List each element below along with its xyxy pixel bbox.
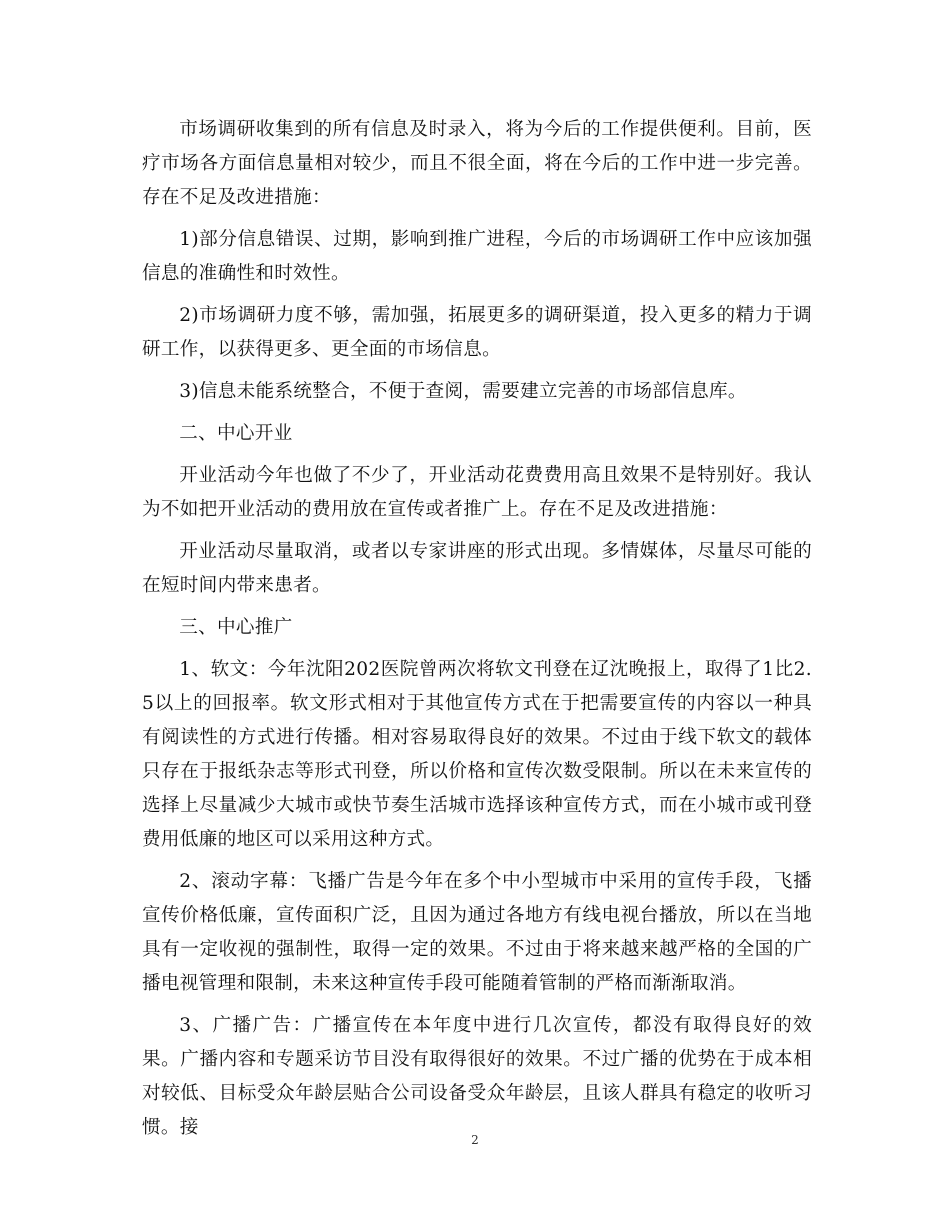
- paragraph-opening-activities: 开业活动今年也做了不少了，开业活动花费费用高且效果不是特别好。我认为不如把开业活动的费用放在宣传或者推广上。存在不足及改进措施：: [142, 465, 812, 520]
- section-heading-opening: 二、中心开业: [179, 423, 293, 444]
- paragraph-market-research-intro: 市场调研收集到的所有信息及时录入，将为今后的工作提供便利。目前，医疗市场各方面信息量相对较少，而且不很全面，将在今后的工作中进一步完善。存在不足及改进措施：: [142, 119, 812, 208]
- paragraph-soft-articles: 1、软文：今年沈阳202医院曾两次将软文刊登在辽沈晚报上，取得了1比2.5以上的回报率。软文形式相对于其他宣传方式在于把需要宣传的内容以一种具有阅读性的方式进行传播。相对容易取得良好的效果。不过由于线下软文的载体只存在于报纸杂志等形式刊登，所以价格和宣传次数受限制。所以在未来宣传的选择上尽量减少大城市或快节奏生活城市选择该种宣传方式，而在小城市或刊登费用低廉的地区可以采用这种方式。: [142, 659, 812, 850]
- paragraph-improvement-3: 3)信息未能系统整合，不便于查阅，需要建立完善的市场部信息库。: [179, 381, 747, 402]
- paragraph-improvement-2: 2)市场调研力度不够，需加强，拓展更多的调研渠道，投入更多的精力于调研工作，以获得更多、更全面的市场信息。: [142, 305, 812, 360]
- paragraph-opening-improvement: 开业活动尽量取消，或者以专家讲座的形式出现。多情媒体，尽量尽可能的在短时间内带来患者。: [142, 541, 812, 596]
- paragraph-improvement-1: 1)部分信息错误、过期，影响到推广进程，今后的市场调研工作中应该加强信息的准确性和时效性。: [142, 229, 812, 284]
- document-body: [142, 113, 812, 1153]
- section-heading-promotion: 三、中心推广: [179, 617, 293, 638]
- paragraph-radio-ads: 3、广播广告：广播宣传在本年度中进行几次宣传，都没有取得良好的效果。广播内容和专题采访节目没有取得很好的效果。不过广播的优势在于成本相对较低、目标受众年龄层贴合公司设备受众年龄层，且该人群具有稳定的收听习惯。接: [142, 1015, 812, 1138]
- page-number: 2: [471, 1133, 479, 1147]
- paragraph-scrolling-captions: 2、滚动字幕：飞播广告是今年在多个中小型城市中采用的宣传手段，飞播宣传价格低廉，宣传面积广泛，且因为通过各地方有线电视台播放，所以在当地具有一定收视的强制性，取得一定的效果。不过由于将来越来越严格的全国的广播电视管理和限制，未来这种宣传手段可能随着管制的严格而渐渐取消。: [142, 871, 812, 994]
